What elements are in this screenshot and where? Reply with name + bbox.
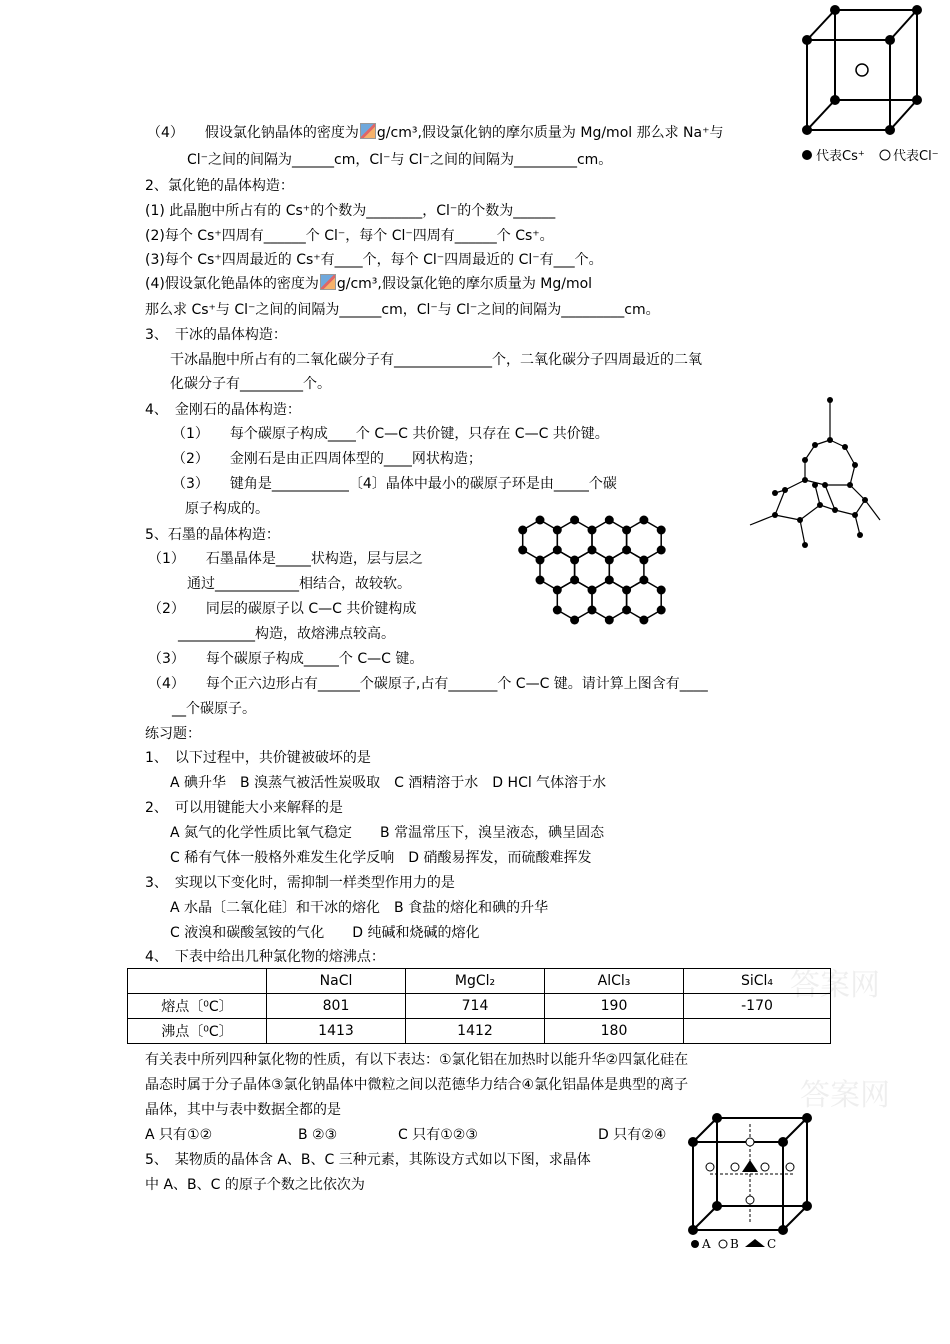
text: g/cm³,假设氯化铯的摩尔质量为 Mg/mol (336, 276, 593, 292)
table-cell: AlCl₃ (545, 969, 684, 994)
carbon-atom (553, 546, 562, 555)
diamond-q3-cont: 原子构成的。 (185, 501, 269, 517)
carbon-atom (588, 546, 597, 555)
abc-unit-cell-figure (685, 1112, 820, 1252)
carbon-atom (518, 546, 527, 555)
carbon-atom (622, 546, 631, 555)
carbon-atom (536, 516, 545, 525)
carbon-atom (605, 576, 614, 585)
carbon-atom (639, 576, 648, 585)
carbon-atom (657, 526, 666, 535)
hexagon-ring (592, 520, 627, 560)
exercise-4-text-3: 晶体，其中与表中数据全都的是 (145, 1102, 341, 1118)
exercise-2: 2、 可以用键能大小来解释的是 (145, 800, 343, 816)
graphite-layer-figure (505, 510, 710, 650)
exercise-1: 1、 以下过程中，共价键被破坏的是 (145, 750, 371, 766)
exercise-4-option-a: A 只有①② (145, 1127, 213, 1143)
carbon-atom (553, 586, 562, 595)
carbon-atom (570, 556, 579, 565)
hexagon-ring (627, 580, 662, 620)
carbon-atom (639, 556, 648, 565)
exercise-4-option-d: D 只有②④ (598, 1127, 667, 1143)
carbon-atom (639, 616, 648, 625)
legend-cl: 代表Cl⁻ (893, 149, 939, 164)
table-cell: NaCl (267, 969, 406, 994)
graphite-q2: （2） 同层的碳原子以 C—C 共价键构成 (148, 601, 417, 617)
cscl-q2: (2)每个 Cs⁺四周有______个 Cl⁻，每个 Cl⁻四周有______个 Cs⁺。 (145, 228, 554, 244)
exercise-5-line2: 中 A、B、C 的原子个数之比依次为 (145, 1177, 365, 1193)
diamond-heading: 4、 金刚石的晶体构造： (145, 402, 301, 418)
table-cell (684, 1019, 831, 1044)
graphite-heading: 5、石墨的晶体构造： (145, 527, 280, 543)
table-cell: SiCl₄ (684, 969, 831, 994)
exercise-3: 3、 实现以下变化时，需抑制一样类型作用力的是 (145, 875, 455, 891)
carbon-atom (553, 526, 562, 535)
graphite-q2-cont: ___________构造，故熔沸点较高。 (178, 626, 395, 642)
table-cell: -170 (684, 994, 831, 1019)
hexagon-ring (523, 520, 558, 560)
table-row (128, 1019, 831, 1044)
graphite-q4-cont: __个碳原子。 (172, 701, 256, 717)
hexagon-ring (592, 580, 627, 620)
carbon-atom (588, 606, 597, 615)
carbon-atom (570, 576, 579, 585)
hexagon-ring (557, 520, 592, 560)
diamond-q1: （1） 每个碳原子构成____个 C—C 共价键，只存在 C—C 共价键。 (172, 426, 609, 442)
exercise-1-options: A 碘升华 B 溴蒸气被活性炭吸取 C 酒精溶于水 D HCl 气体溶于水 (170, 775, 607, 791)
graphite-q3: （3） 每个碳原子构成_____个 C—C 键。 (148, 651, 424, 667)
text: g/cm³,假设氯化钠的摩尔质量为 Mg/mol 那么求 Na⁺与 (376, 125, 724, 141)
cscl-unit-cell-figure (795, 0, 950, 170)
carbon-atom (570, 516, 579, 525)
carbon-atom (570, 616, 579, 625)
table-cell: 180 (545, 1019, 684, 1044)
cscl-q1: (1) 此晶胞中所占有的 Cs⁺的个数为________，Cl⁻的个数为______ (145, 203, 556, 219)
exercise-4-text-1: 有关表中所列四种氯化物的性质，有以下表达：①氯化铝在加热时以能升华②四氯化硅在 (145, 1052, 689, 1068)
table-row (128, 994, 831, 1019)
graphite-q1-cont: 通过____________相结合，故较软。 (187, 576, 411, 592)
diamond-q2: （2） 金刚石是由正四周体型的____网状构造； (172, 451, 482, 467)
carbon-atom (639, 516, 648, 525)
carbon-atom (588, 526, 597, 535)
table-cell: 熔点〔⁰C〕 (128, 994, 267, 1019)
nacl-q4-line1 (147, 123, 724, 143)
text: （4） 假设氯化钠晶体的密度为 (147, 125, 359, 141)
cscl-q4-line2: 那么求 Cs⁺与 Cl⁻之间的间隔为______cm，Cl⁻与 Cl⁻之间的间隔为_________cm。 (145, 302, 660, 318)
cscl-q4 (145, 274, 592, 294)
chloride-table (127, 968, 831, 1044)
density-symbol-icon (320, 274, 336, 290)
density-symbol-icon (360, 123, 376, 139)
carbon-atom (657, 586, 666, 595)
legend-c: C (767, 1237, 777, 1251)
table-cell: 190 (545, 994, 684, 1019)
exercise-2-options-2: C 稀有气体一般格外难发生化学反响 D 硝酸易挥发，而硫酸难挥发 (170, 850, 592, 866)
legend-b: B (730, 1237, 739, 1251)
diamond-structure-figure (745, 385, 885, 555)
diamond-q3: （3） 键角是___________〔4〕晶体中最小的碳原子环是由_____个碳 (172, 476, 617, 492)
carbon-atom (622, 526, 631, 535)
table-cell: 1413 (267, 1019, 406, 1044)
table-cell: MgCl₂ (406, 969, 545, 994)
legend-cs: 代表Cs⁺ (816, 149, 865, 164)
table-cell: 沸点〔⁰C〕 (128, 1019, 267, 1044)
carbon-atom (588, 586, 597, 595)
exercise-4-option-b: B ②③ (298, 1127, 338, 1143)
carbon-atom (518, 526, 527, 535)
carbon-atom (657, 546, 666, 555)
carbon-atom (605, 616, 614, 625)
carbon-atom (553, 606, 562, 615)
carbon-atom (536, 556, 545, 565)
exercises-heading: 练习题： (145, 726, 201, 742)
hexagon-ring (540, 550, 575, 590)
watermark: 答案网 (790, 968, 880, 1003)
exercise-4: 4、 下表中给出几种氯化物的熔沸点： (145, 949, 385, 965)
exercise-2-options-1: A 氮气的化学性质比氧气稳定 B 常温常压下，溴呈液态，碘呈固态 (170, 825, 605, 841)
dryice-line2: 化碳分子有_________个。 (170, 376, 331, 392)
table-row (128, 969, 831, 994)
hexagon-ring (627, 520, 662, 560)
hexagon-ring (557, 580, 592, 620)
cscl-heading: 2、氯化铯的晶体构造： (145, 178, 294, 194)
hexagon-ring (609, 550, 644, 590)
carbon-atom (605, 556, 614, 565)
exercise-4-text-2: 晶态时属于分子晶体③氯化钠晶体中微粒之间以范德华力结合④氯化铝晶体是典型的离子 (145, 1077, 689, 1093)
carbon-atom (536, 576, 545, 585)
graphite-q1: （1） 石墨晶体是_____状构造，层与层之 (148, 551, 423, 567)
carbon-atom (622, 586, 631, 595)
watermark: 答案网 (800, 1078, 890, 1113)
table-cell: 714 (406, 994, 545, 1019)
legend-a: A (702, 1237, 711, 1251)
exercise-5-line1: 5、 某物质的晶体含 A、B、C 三种元素，其陈设方式如以下图，求晶体 (145, 1152, 591, 1168)
table-cell: 1412 (406, 1019, 545, 1044)
exercise-3-options-2: C 液溴和碳酸氢铵的气化 D 纯碱和烧碱的熔化 (170, 925, 480, 941)
carbon-atom (605, 516, 614, 525)
exercise-3-options-1: A 水晶〔二氧化硅〕和干冰的熔化 B 食盐的熔化和碘的升华 (170, 900, 549, 916)
hexagon-ring (575, 550, 610, 590)
exercise-4-option-c: C 只有①②③ (398, 1127, 478, 1143)
carbon-atom (622, 606, 631, 615)
table-cell (128, 969, 267, 994)
text: (4)假设氯化铯晶体的密度为 (145, 276, 319, 292)
dryice-line1: 干冰晶胞中所占有的二氧化碳分子有______________个，二氧化碳分子四周最近的二氧 (170, 352, 702, 368)
cscl-q3: (3)每个 Cs⁺四周最近的 Cs⁺有____个，每个 Cl⁻四周最近的 Cl⁻有___个。 (145, 252, 603, 268)
table-cell: 801 (267, 994, 406, 1019)
dryice-heading: 3、 干冰的晶体构造： (145, 327, 287, 343)
graphite-q4: （4） 每个正六边形占有______个碳原子,占有_______个 C—C 键。请计算上图含有____ (148, 676, 708, 692)
nacl-q4-line2: Cl⁻之间的间隔为______cm，Cl⁻与 Cl⁻之间的间隔为_________cm。 (187, 152, 613, 168)
carbon-atom (657, 606, 666, 615)
